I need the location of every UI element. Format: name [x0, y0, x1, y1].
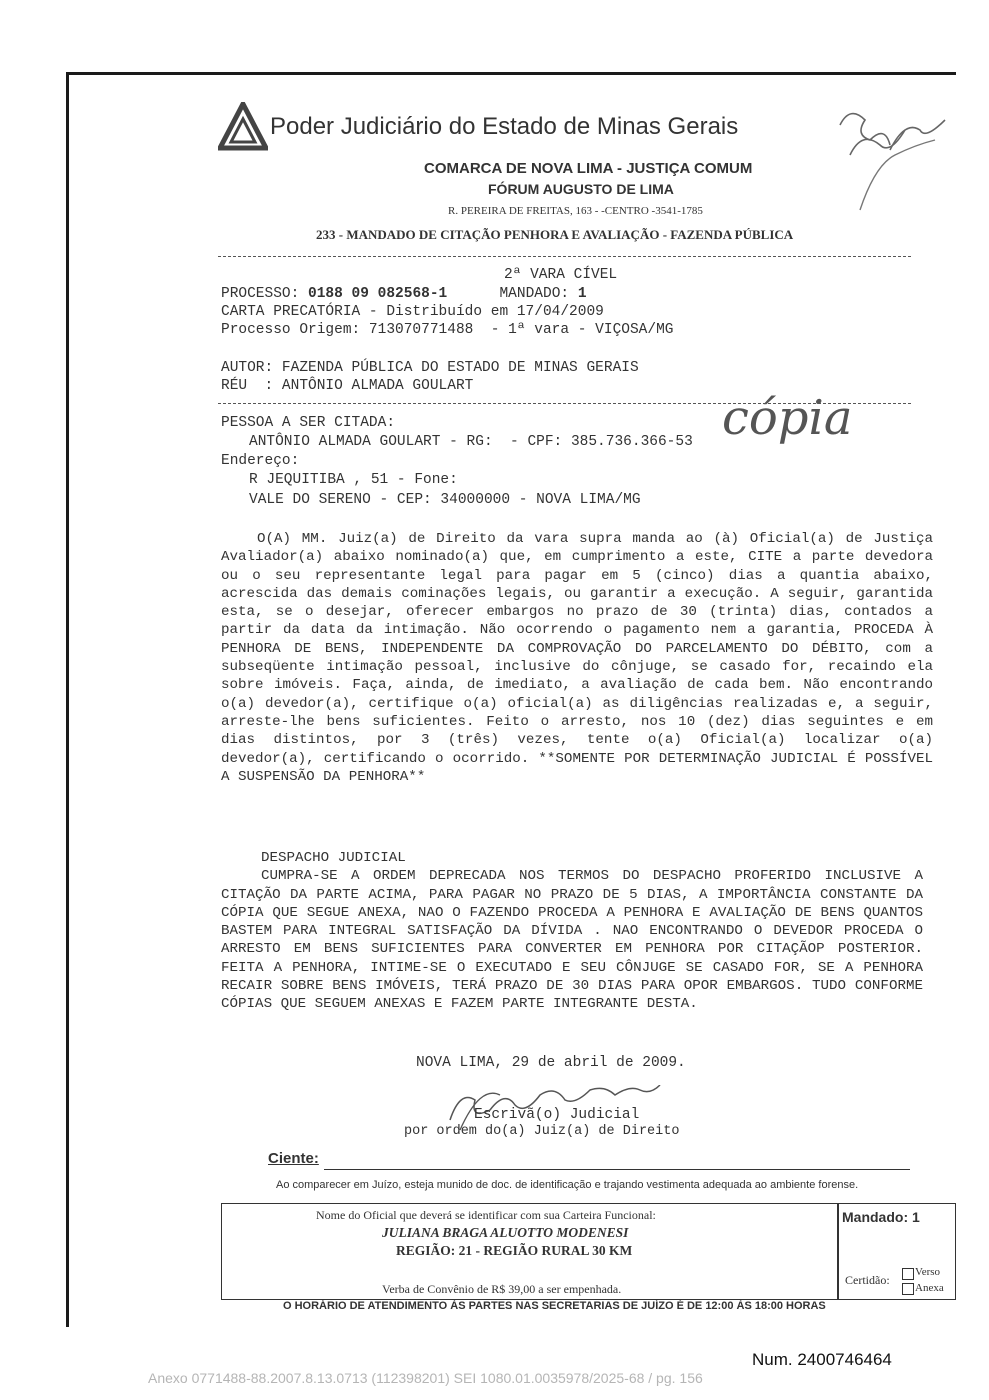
officer-name: JULIANA BRAGA ALUOTTO MODENESI — [382, 1225, 629, 1240]
carta-precatoria-line: CARTA PRECATÓRIA - Distribuído em 17/04/2009 — [221, 304, 604, 320]
document-number: Num. 2400746464 — [752, 1350, 892, 1369]
mandado-number-box: Mandado: 1 — [842, 1209, 920, 1225]
anexa-label: Anexa — [915, 1282, 944, 1294]
judiciary-triangle-logo — [218, 102, 268, 152]
processo-origem-line: Processo Origem: 713070771488 - 1ª vara - VIÇOSA/MG — [221, 322, 674, 338]
handwritten-initials-top — [820, 95, 955, 225]
officer-heading: Nome do Oficial que deverá se identificar com sua Carteira Funcional: — [316, 1208, 656, 1222]
reu-line: RÉU : ANTÔNIO ALMADA GOULART — [221, 378, 474, 394]
issue-date: NOVA LIMA, 29 de abril de 2009. — [416, 1055, 686, 1071]
handwritten-copia-stamp: cópia — [722, 390, 853, 446]
endereco-label: Endereço: — [221, 453, 300, 469]
mandado-number: 1 — [577, 286, 587, 302]
court-title: Poder Judiciário do Estado de Minas Gerais — [270, 113, 739, 140]
pessoa-label: PESSOA A SER CITADA: — [221, 415, 396, 431]
processo-number: 0188 09 082568-1 — [308, 286, 448, 302]
verba-convenio: Verba de Convênio de R$ 39,00 a ser empenhada. — [382, 1282, 622, 1296]
sei-reference: Anexo 0771488-88.2007.8.13.0713 (112398201) SEI 1080.01.0035978/2025-68 / pg. 156 — [148, 1370, 703, 1386]
vara-label: 2ª VARA CÍVEL — [504, 267, 618, 283]
verso-label: Verso — [915, 1266, 941, 1278]
forum-heading: FÓRUM AUGUSTO DE LIMA — [488, 181, 674, 197]
citation-order-text — [221, 530, 933, 786]
officer-region: REGIÃO: 21 - REGIÃO RURAL 30 KM — [396, 1243, 633, 1258]
officer-info-box — [221, 1203, 956, 1300]
by-order-of-judge: por ordem do(a) Juiz(a) de Direito — [404, 1124, 680, 1139]
escrivao-role: Escrivã(o) Judicial — [474, 1107, 640, 1123]
scan-border-top — [66, 72, 956, 75]
comarca-heading: COMARCA DE NOVA LIMA - JUSTIÇA COMUM — [424, 160, 753, 177]
processo-label: PROCESSO: — [221, 286, 300, 302]
verso-checkbox[interactable] — [902, 1268, 914, 1280]
court-address: R. PEREIRA DE FREITAS, 163 - -CENTRO -3541-1785 — [448, 205, 703, 217]
autor-line: AUTOR: FAZENDA PÚBLICA DO ESTADO DE MINAS GERAIS — [221, 360, 639, 376]
despacho-text: CUMPRA-SE A ORDEM DEPRECADA NOS TERMOS DO DESPACHO PROFERIDO INCLUSIVE A CITAÇÃO DA PARTE ACIMA, PARA PAGAR NO PRAZO DE 5 DIAS, A IMPORTÂNCIA CONSTANTE DA CÓPIA QUE SEGUE ANEXA, NAO O FAZENDO PROCEDA A PENHORA E AVALIAÇÃO DE BENS QUANTOS BASTEM PARA INTEGRAL SATISFAÇÃO DA DÍVIDA . NAO ENCONTRANDO O DEVEDOR PROCEDA O ARRESTO EM BENS SUFICIENTES PARA CONVERTER EM PENHORA POR CITAÇÃOP POSTERIOR. FEITA A PENHORA, INTIME-SE O EXECUTADO E SEU CÔNJUGE SE CASADO FOR, SE A PENHORA RECAIR SOBRE BENS IMÓVEIS, TERÁ PRAZO DE 30 DIAS PARA OPOR EMBARGOS. TUDO CONFORME CÓPIAS QUE SEGUEM ANEXAS E FAZEM PARTE INTEGRANTE DESTA. — [221, 868, 923, 1013]
dress-code-notice: Ao comparecer em Juízo, esteja munido de doc. de identificação e trajando vestimenta adequada ao ambiente forense. — [276, 1179, 859, 1191]
dashed-divider — [218, 256, 911, 257]
processo-line — [221, 285, 587, 304]
box-divider — [837, 1204, 839, 1299]
mandado-label: MANDADO: — [499, 286, 570, 302]
mandado-type-heading: 233 - MANDADO DE CITAÇÃO PENHORA E AVALIAÇÃO - FAZENDA PÚBLICA — [316, 227, 794, 242]
despacho-title: DESPACHO JUDICIAL — [261, 850, 406, 866]
ciente-signature-line — [324, 1169, 910, 1170]
certidao-label: Certidão: — [845, 1273, 890, 1287]
anexa-checkbox[interactable] — [902, 1283, 914, 1295]
ciente-label: Ciente: — [268, 1150, 319, 1167]
pessoa-citada: ANTÔNIO ALMADA GOULART - RG: - CPF: 385.736.366-53 — [249, 434, 693, 450]
citation-order-paragraph: O(A) MM. Juiz(a) de Direito da vara supra manda ao (à) Oficial(a) de Justiça Avaliador(a) abaixo nominado(a) que, em cumprimento a este, CITE a parte devedora ou o seu representante legal para pagar em 5 (cinco) dias a quantia abaixo, acrescida das demais cominações legais, ou garantir a execução. A seguir, garantida esta, se o desejar, oferecer embargos no prazo de 30 (trinta) dias, contados a partir da data da intimação. Não ocorrendo o pagamento nem a garantia, PROCEDA À PENHORA DE BENS, INDEPENDENTE DA COMPROVAÇÃO DO PARCELAMENTO DO DÉBITO, com a subseqüente intimação pessoal, inclusive do cônjuge, se casado for, recaindo ela sobre imóveis. Faça, ainda, de imediato, a avaliação de cada bem. Não encontrando o(a) devedor(a), certifique o(a) oficial(a) as diligências realizadas e, a seguir, arreste-lhe bens suficientes. Feito o arresto, nos 10 (dez) dias seguintes e em dias distintos, por 3 (três) vezes, tente o(a) Oficial(a) localizar o(a) devedor(a), certificando o ocorrido. **SOMENTE POR DETERMINAÇÃO JUDICIAL É POSSÍVEL A SUSPENSÃO DA PENHORA** — [221, 531, 933, 785]
scan-border-left — [66, 72, 69, 1327]
office-hours-notice: O HORÁRIO DE ATENDIMENTO ÀS PARTES NAS SECRETARIAS DE JUÍZO É DE 12:00 ÀS 18:00 HORAS — [283, 1300, 826, 1312]
endereco-line-1: R JEQUITIBA , 51 - Fone: — [249, 472, 458, 488]
endereco-line-2: VALE DO SERENO - CEP: 34000000 - NOVA LIMA/MG — [249, 492, 641, 508]
despacho-section — [221, 849, 923, 1014]
